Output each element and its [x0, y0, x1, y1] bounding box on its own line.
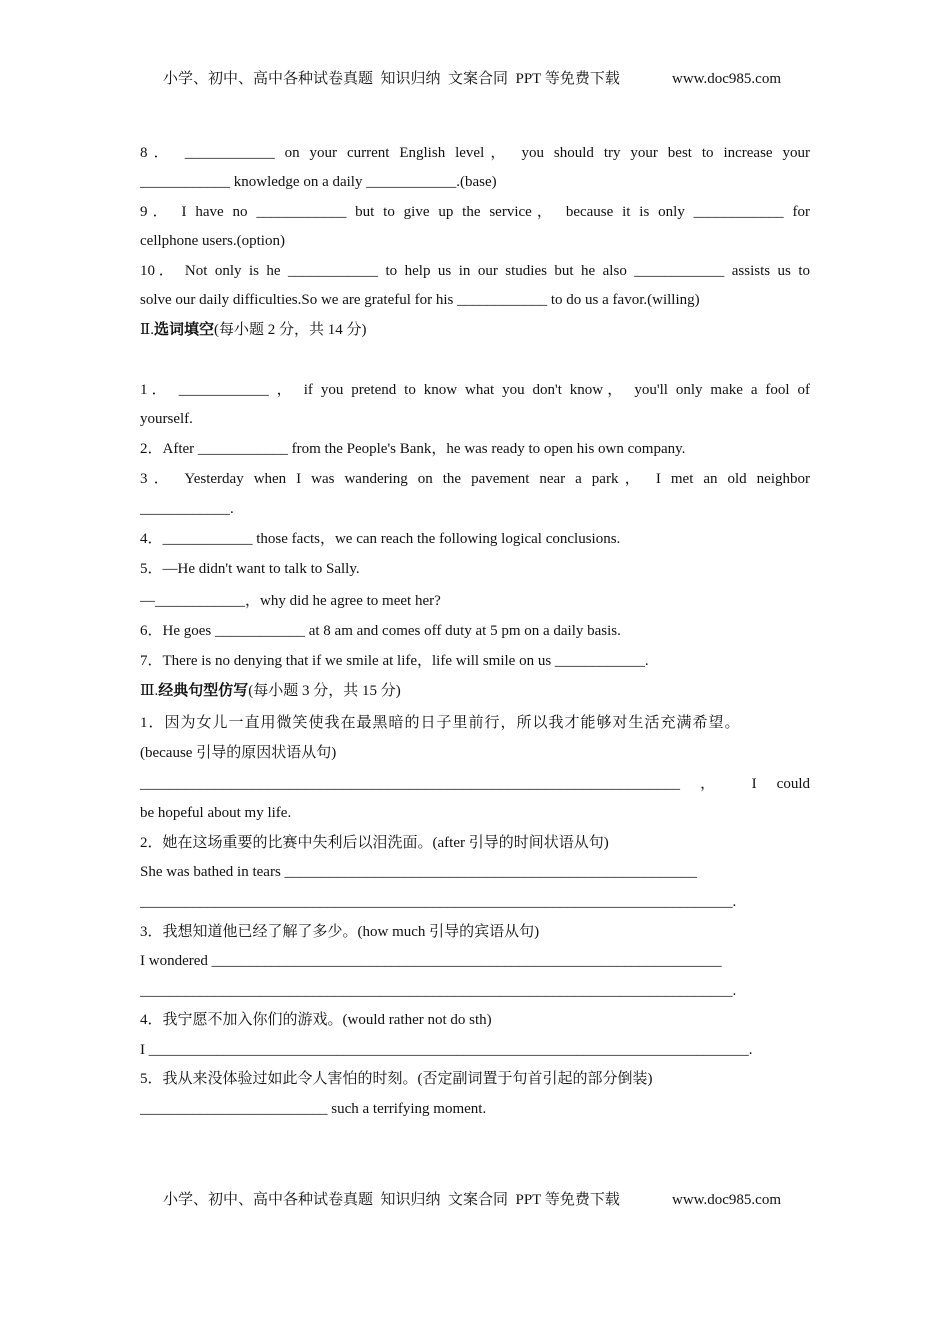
s2-question-3-line-1: 3． Yesterday when I was wandering on the pavement near a park， I met an old neighbor: [140, 471, 810, 487]
s3-question-5-answer-line: _________________________ such a terrifying moment.: [140, 1101, 487, 1117]
question-9-line-1: 9． I have no ____________ but to give up the service， because it is only ____________ for: [140, 204, 810, 220]
s2-question-6: 6．He goes ____________ at 8 am and comes off duty at 5 pm on a daily basis.: [140, 623, 621, 639]
page-footer-text: 小学、初中、高中各种试卷真题 知识归纳 文案合同 PPT 等免费下载: [163, 1192, 620, 1208]
s3-question-2-line-2: She was bathed in tears _______________________________________________________: [140, 864, 698, 880]
s3-question-1-line-2: (because 引导的原因状语从句): [140, 745, 337, 761]
s3-question-2-line-1: 2．她在这场重要的比赛中失利后以泪洗面。(after 引导的时间状语从句): [140, 835, 609, 851]
s2-question-5-line-1: 5．—He didn't want to talk to Sally.: [140, 561, 360, 577]
s3-question-3-line-1: 3．我想知道他已经了解了多少。(how much 引导的宾语从句): [140, 924, 540, 940]
section-2-heading: [140, 321, 366, 339]
section-2-number: Ⅱ.: [140, 322, 154, 338]
s2-question-5-line-2: —____________，why did he agree to meet her?: [140, 593, 441, 609]
question-8-line-1: 8． ____________ on your current English level， you should try your best to increase your: [140, 145, 810, 161]
section-3-title: 经典句型仿写: [158, 683, 249, 699]
question-10-line-2: solve our daily difficulties.So we are grateful for his ____________ to do us a favor.(willing): [140, 292, 700, 308]
s3-question-4-answer-line: I ________________________________________________________________________________.: [140, 1042, 753, 1058]
s2-question-7: 7．There is no denying that if we smile at life，life will smile on us ____________.: [140, 653, 649, 669]
section-3-score: (每小题 3 分，共 15 分): [248, 683, 401, 699]
s3-question-1-line-4: be hopeful about my life.: [140, 805, 292, 821]
question-10-line-1: 10． Not only is he ____________ to help us in our studies but he also ____________ assists us to: [140, 263, 810, 279]
question-9-line-2: cellphone users.(option): [140, 233, 285, 249]
footer-site-link: www.doc985.com: [672, 1192, 782, 1208]
s2-question-1-line-1: 1． ____________ ， if you pretend to know what you don't know， you'll only make a fool of: [140, 382, 810, 398]
s2-question-1-line-2: yourself.: [140, 411, 193, 427]
s2-question-2: 2．After ____________ from the People's Bank，he was ready to open his own company.: [140, 441, 686, 457]
section-2-title: 选词填空: [153, 322, 214, 338]
page-header-text: 小学、初中、高中各种试卷真题 知识归纳 文案合同 PPT 等免费下载: [163, 71, 620, 87]
s3-question-3-line-2: I wondered ____________________________________________________________________: [140, 953, 722, 969]
s3-question-5-line-1: 5．我从来没体验过如此令人害怕的时刻。(否定副词置于句首引起的部分倒装): [140, 1071, 653, 1087]
s2-question-4: 4．____________ those facts，we can reach the following logical conclusions.: [140, 531, 621, 547]
question-8-line-2: ____________ knowledge on a daily ____________.(base): [140, 174, 497, 190]
section-3-number: Ⅲ.: [140, 683, 159, 699]
header-site-link: www.doc985.com: [672, 71, 782, 87]
s3-question-4-line-1: 4．我宁愿不加入你们的游戏。(would rather not do sth): [140, 1012, 492, 1028]
s2-question-3-line-2: ____________.: [140, 501, 234, 517]
s3-question-2-answer-line: _______________________________________________________________________________.: [140, 894, 737, 910]
s3-question-3-answer-line: _______________________________________________________________________________.: [140, 983, 737, 999]
section-2-score: (每小题 2 分，共 14 分): [213, 322, 367, 338]
s3-question-1-answer-line: ________________________________________________________________________ ， I could: [140, 776, 810, 792]
s3-question-1-line-1: 1．因为女儿一直用微笑使我在最黑暗的日子里前行，所以我才能够对生活充满希望。: [140, 715, 741, 731]
section-3-heading: [140, 682, 401, 700]
